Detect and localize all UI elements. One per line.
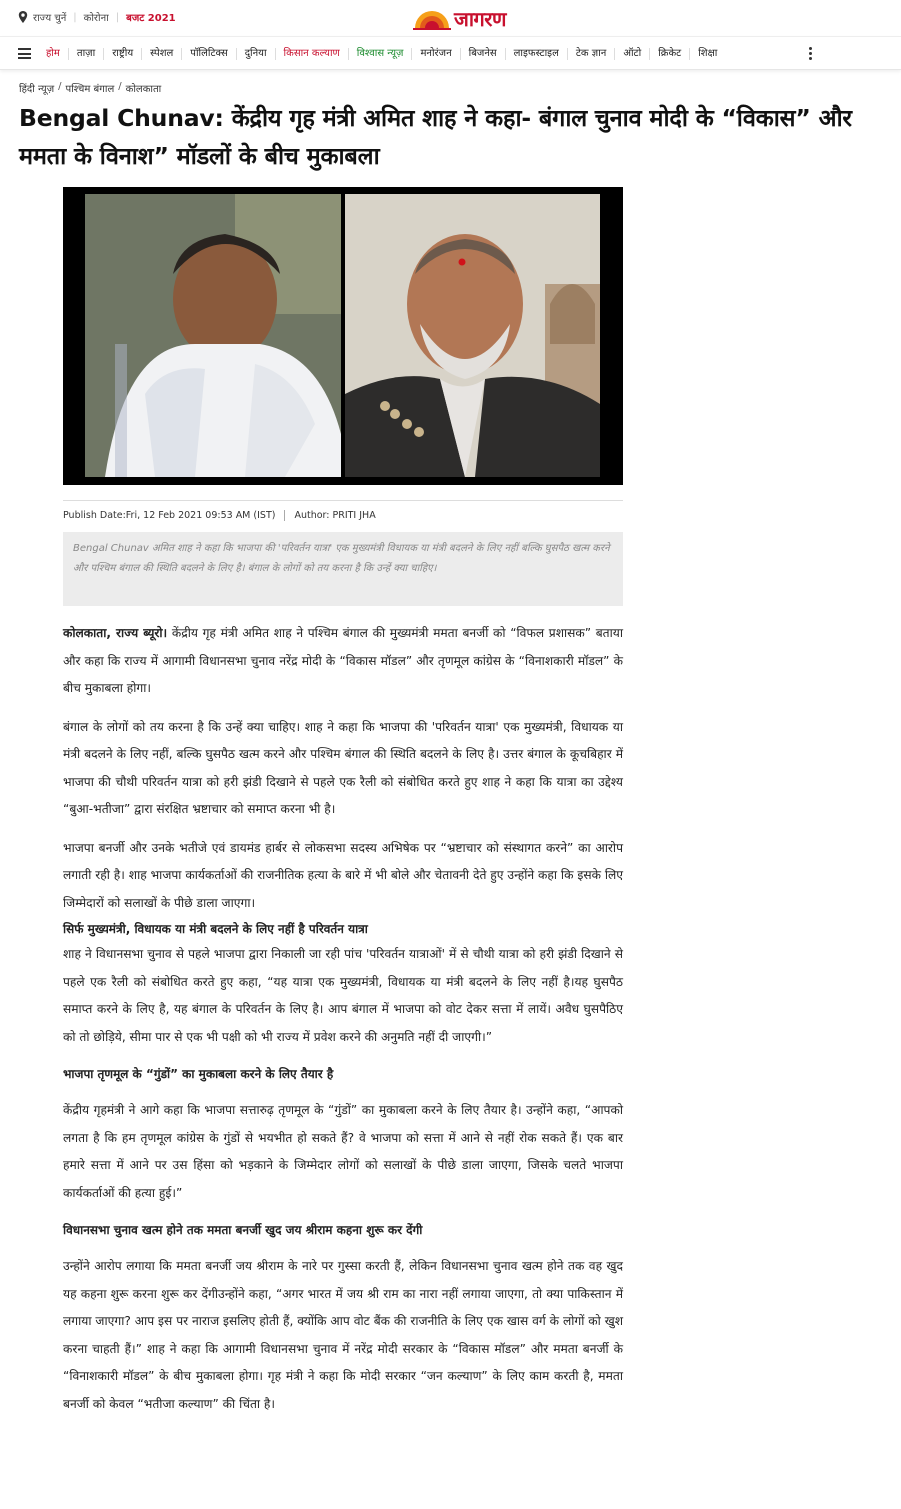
paragraph-text: केंद्रीय गृह मंत्री अमित शाह ने पश्चिम बंगाल की मुख्यमंत्री ममता बनर्जी को “विफल प्रशासक” बताया और कहा कि राज्य में आगामी विधानसभा चुनाव नरेंद्र मोदी के “विकास मॉडल” और तृणमूल कांग्रेस के “विनाशकारी मॉडल” के बीच मुकाबला होगा। <box>63 626 624 695</box>
breadcrumb <box>19 81 161 95</box>
divider: | <box>73 11 77 23</box>
divider <box>63 500 623 501</box>
nav-item-cricket[interactable]: क्रिकेट <box>650 48 690 60</box>
top-links <box>18 10 176 24</box>
article-summary: Bengal Chunav अमित शाह ने कहा कि भाजपा की 'परिवर्तन यात्रा' एक मुख्यमंत्री विधायक या मंत्री बदलने के लिए नहीं बल्कि घुसपैठ खत्म करने और पश्चिम बंगाल की स्थिति बदलने के लिए है। बंगाल के लोगों को तय करना है कि उन्हें क्या चाहिए। <box>63 532 623 606</box>
nav-item-lifestyle[interactable]: लाइफस्टाइल <box>506 48 568 60</box>
state-select-link[interactable]: राज्य चुनें <box>33 13 67 24</box>
photo-amit-shah <box>345 194 600 477</box>
publish-date: Publish Date:Fri, 12 Feb 2021 09:53 AM (IST) <box>63 510 276 521</box>
nav-item-education[interactable]: शिक्षा <box>698 47 718 59</box>
jagran-logo[interactable] <box>413 5 506 32</box>
breadcrumb-separator: / <box>118 81 122 92</box>
nav-item-entertainment[interactable]: मनोरंजन <box>412 48 460 60</box>
logo-text: जागरण <box>454 7 506 31</box>
article-paragraph: भाजपा बनर्जी और उनके भतीजे एवं डायमंड हार्बर से लोकसभा सदस्य अभिषेक पर “भ्रष्टाचार को संस्थागत करने” का आरोप लगाती रही है। शाह भाजपा कार्यकर्ताओं की राजनीतिक हत्या के बारे में भी बोले और चेतावनी देते हुए उन्होंने कहा कि इसके लिए जिम्मेदारों को सलाखों के पीछे डाला जाएगा। <box>63 840 623 910</box>
nav-item-world[interactable]: दुनिया <box>237 48 276 60</box>
article-paragraph: उन्होंने आरोप लगाया कि ममता बनर्जी जय श्रीराम के नारे पर गुस्सा करती हैं, लेकिन विधानसभा चुनाव खत्म होने तक वह खुद यह कहना शुरू करना शुरू कर देंगीउन्होंने कहा, “अगर भारत में जय श्री राम का नारा नहीं लगाया जाएगा, तो क्या पाकिस्तान में लगाया जाएगा? आप इस पर नाराज इसलिए होती हैं, क्योंकि आप वोट बैंक की राजनीति के लिए एक खास वर्ग के लोगों को खुश करना चाहती हैं।” शाह ने कहा कि आगामी विधानसभा चुनाव में नरेंद्र मोदी सरकार के “विकास मॉडल” और ममता बनर्जी के “विनाशकारी मॉडल” के बीच मुकाबला होगा। गृह मंत्री ने कहा कि मोदी सरकार “जन कल्याण” के लिए काम करती है, ममता बनर्जी को केवल “भतीजा कल्याण” की चिंता है। <box>63 1259 623 1411</box>
article-paragraph: बंगाल के लोगों को तय करना है कि उन्हें क्या चाहिए। शाह ने कहा कि भाजपा की 'परिवर्तन यात्रा' एक मुख्यमंत्री, विधायक या मंत्री बदलने के लिए नहीं, बल्कि घुसपैठ खत्म करने और पश्चिम बंगाल की स्थिति बदलने के लिए है। उत्तर बंगाल के कूचबिहार में भाजपा की चौथी परिवर्तन यात्रा को हरी झंडी दिखाने से पहले एक रैली को संबोधित करते हुए शाह ने कहा कि यात्रा का उद्देश्य “बुआ-भतीजा” द्वारा संरक्षित भ्रष्टाचार को समाप्त करना भी है। <box>63 719 623 816</box>
nav-item-business[interactable]: बिजनेस <box>461 48 506 60</box>
breadcrumb-item-hindi-news[interactable]: हिंदी न्यूज़ <box>19 84 55 95</box>
divider <box>284 510 285 521</box>
article-paragraph <box>63 620 623 703</box>
nav-list <box>38 37 725 70</box>
section-heading: सिर्फ मुख्यमंत्री, विधायक या मंत्री बदलने के लिए नहीं है परिवर्तन यात्रा <box>63 922 368 936</box>
divider: | <box>115 11 120 23</box>
photo-mamata-banerjee <box>85 194 341 477</box>
article-hero-image <box>63 187 623 485</box>
corona-link[interactable]: कोरोना <box>83 13 109 24</box>
nav-item-politics[interactable]: पॉलिटिक्स <box>182 48 236 60</box>
nav-item-national[interactable]: राष्ट्रीय <box>104 48 142 60</box>
section-heading: विधानसभा चुनाव खत्म होने तक ममता बनर्जी खुद जय श्रीराम कहना शुरू कर देंगी <box>63 1223 423 1237</box>
nav-item-tech[interactable]: टेक ज्ञान <box>568 48 615 60</box>
dateline: कोलकाता, राज्य ब्यूरो। <box>63 626 168 640</box>
article-body <box>63 620 623 1429</box>
article-paragraph: शाह ने विधानसभा चुनाव से पहले भाजपा द्वारा निकाली जा रही पांच 'परिवर्तन यात्राओं' में से चौथी यात्रा को हरी झंडी दिखाने से पहले एक रैली को संबोधित करते हुए कहा, “यह यात्रा एक मुख्यमंत्री, विधायक या मंत्री बदलने के लिए नहीं है।यह घुसपैठ समाप्त करने के लिए है, यह बंगाल के परिवर्तन के लिए है। आप बंगाल में भाजपा को वोट देकर सत्ता में लायें। अवैध घुसपैठिए को तो छोड़िये, सीमा पार से एक भी पक्षी को भी राज्य में प्रवेश करने की अनुमति नहीं दी जाएगी।” <box>63 947 623 1044</box>
nav-item-vishwas-news[interactable]: विश्वास न्यूज़ <box>349 48 413 60</box>
breadcrumb-item-kolkata[interactable]: कोलकाता <box>125 84 162 95</box>
more-options-icon[interactable] <box>809 47 813 60</box>
section-heading: भाजपा तृणमूल के “गुंडों” का मुकाबला करने के लिए तैयार है <box>63 1067 334 1081</box>
main-nav <box>0 36 901 70</box>
sun-logo-icon <box>413 8 451 30</box>
budget-link[interactable]: बजट 2021 <box>126 13 176 24</box>
article-headline: Bengal Chunav: केंद्रीय गृह मंत्री अमित शाह ने कहा- बंगाल चुनाव मोदी के “विकास” और ममता के विनाश” मॉडलों के बीच मुकाबला <box>19 104 852 170</box>
hamburger-menu-icon[interactable] <box>18 48 31 59</box>
breadcrumb-separator: / <box>58 81 62 92</box>
top-bar <box>0 0 901 36</box>
location-pin-icon <box>18 11 28 23</box>
nav-item-auto[interactable]: ऑटो <box>615 48 650 60</box>
article-meta <box>63 510 376 521</box>
nav-item-special[interactable]: स्पेशल <box>142 48 182 60</box>
nav-item-home[interactable]: होम <box>38 48 69 60</box>
article-paragraph: केंद्रीय गृहमंत्री ने आगे कहा कि भाजपा सत्तारुढ़ तृणमूल के “गुंडों” का मुकाबला करने के लिए तैयार है। उन्होंने कहा, “आपको लगता है कि हम तृणमूल कांग्रेस के गुंडों से भयभीत हो सकते हैं? वे भाजपा को सत्ता में आने से नहीं रोक सकते हैं। एक बार हमारे सत्ता में आने पर उस हिंसा को भड़काने के जिम्मेदार लोगों को सलाखों के पीछे डाला जाएगा, जिसके चलते भाजपा कार्यकर्ताओं की हत्या हुई।” <box>63 1103 623 1200</box>
nav-item-latest[interactable]: ताज़ा <box>69 48 104 60</box>
nav-item-kisan-kalyan[interactable]: किसान कल्याण <box>276 48 349 60</box>
breadcrumb-item-west-bengal[interactable]: पश्चिम बंगाल <box>65 84 115 95</box>
author-name[interactable]: Author: PRITI JHA <box>294 510 376 521</box>
